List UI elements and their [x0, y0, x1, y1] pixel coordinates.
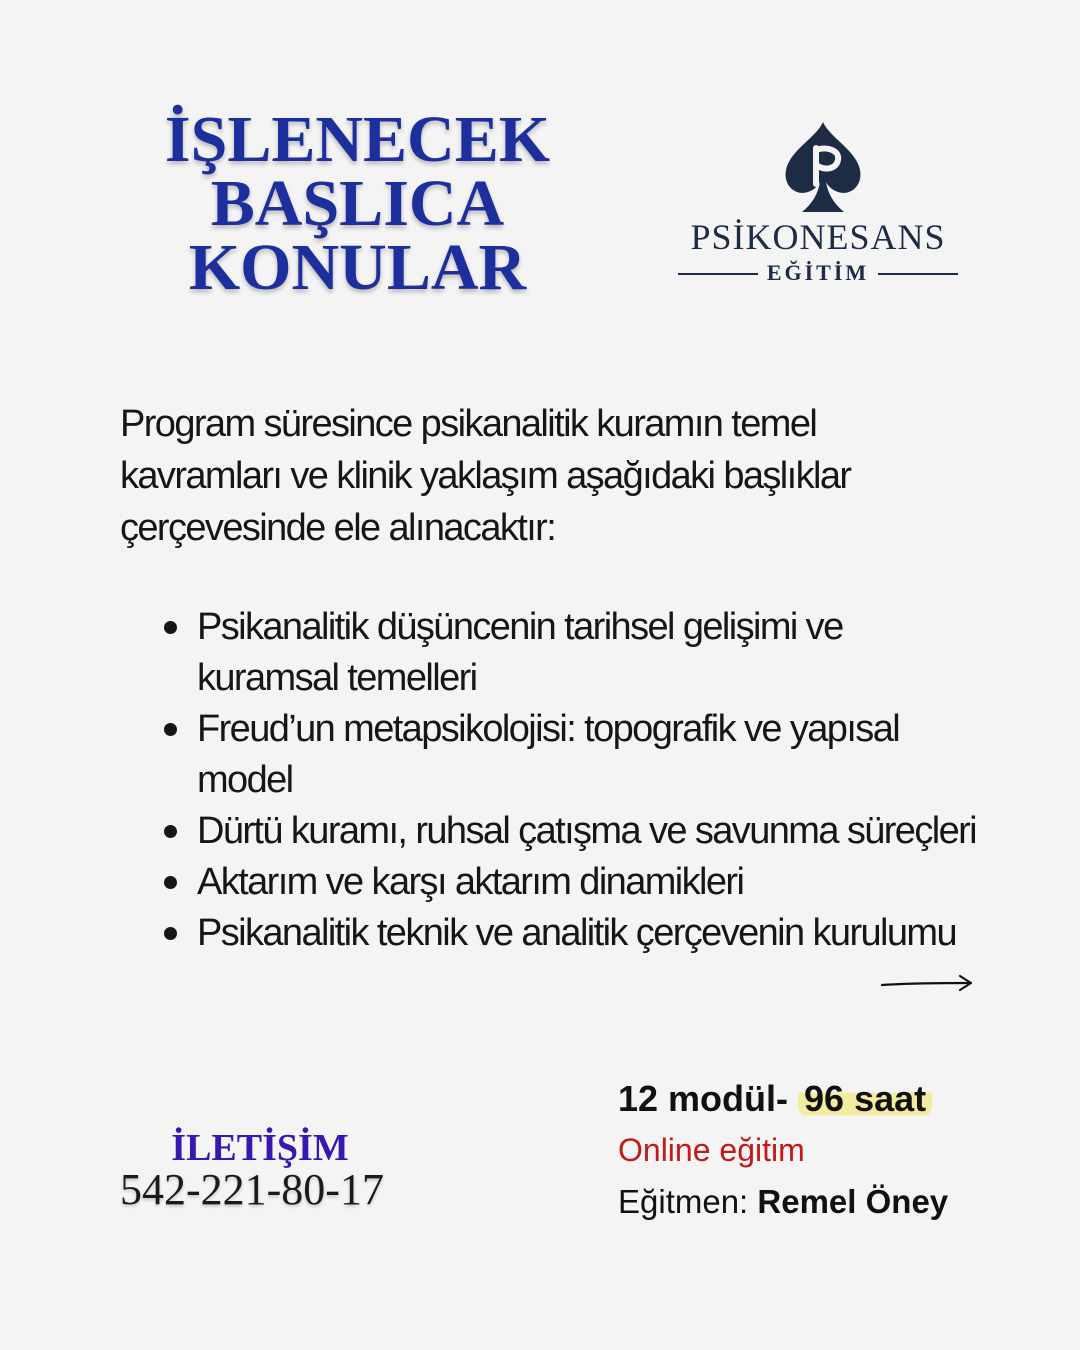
topic-text: Psikanalitik teknik ve analitik çerçevenin kurulumu: [197, 912, 957, 954]
topics-list: [160, 602, 980, 959]
topic-text: Dürtü kuramı, ruhsal çatışma ve savunma süreçleri: [197, 810, 977, 852]
brand-subtitle-row: [672, 260, 964, 286]
bullet-icon: [164, 825, 177, 838]
delivery-mode: Online eğitim: [618, 1132, 805, 1168]
bullet-icon: [164, 876, 177, 889]
bullet-icon: [164, 927, 177, 940]
bullet-icon: [164, 723, 177, 736]
list-item: [160, 806, 980, 857]
list-item: [160, 602, 980, 704]
headline-line-3: KONULAR: [188, 231, 527, 304]
bullet-icon: [164, 621, 177, 634]
topic-text: Freud’un metapsikolojisi: topografik ve yapısal model: [197, 708, 900, 801]
spade-p-icon: [780, 120, 866, 214]
brand-rule-right: [878, 273, 958, 275]
arrow-right-icon[interactable]: [880, 972, 975, 994]
trainer-label: Eğitmen:: [618, 1183, 758, 1220]
hours-highlight: 96 saat: [798, 1078, 932, 1119]
trainer-name: Remel Öney: [757, 1183, 949, 1220]
modules-count: 12 modül-: [618, 1078, 799, 1119]
intro-paragraph: Program süresince psikanalitik kuramın temel kavramları ve klinik yaklaşım aşağıdaki başlıklar çerçevesinde ele alınacaktır:: [120, 403, 851, 549]
contact-title: İLETİŞİM: [171, 1127, 349, 1169]
headline-line-1: İŞLENECEK: [164, 103, 551, 176]
course-details: [618, 1076, 1058, 1222]
topic-text: Psikanalitik düşüncenin tarihsel gelişimi ve kuramsal temelleri: [197, 606, 843, 699]
brand-logo: [672, 120, 964, 290]
trainer-line: [618, 1182, 1058, 1222]
list-item: [160, 857, 980, 908]
list-item: [160, 908, 980, 959]
headline-line-2: BAŞLICA: [210, 167, 505, 240]
topic-text: Aktarım ve karşı aktarım dinamikleri: [197, 861, 744, 903]
headline: [120, 103, 595, 304]
brand-name: PSİKONESANS: [690, 217, 946, 257]
modules-line: [618, 1076, 1058, 1122]
brand-subtitle: EĞİTİM: [766, 260, 870, 285]
contact-phone[interactable]: 542-221-80-17: [120, 1165, 384, 1214]
list-item: [160, 704, 980, 806]
